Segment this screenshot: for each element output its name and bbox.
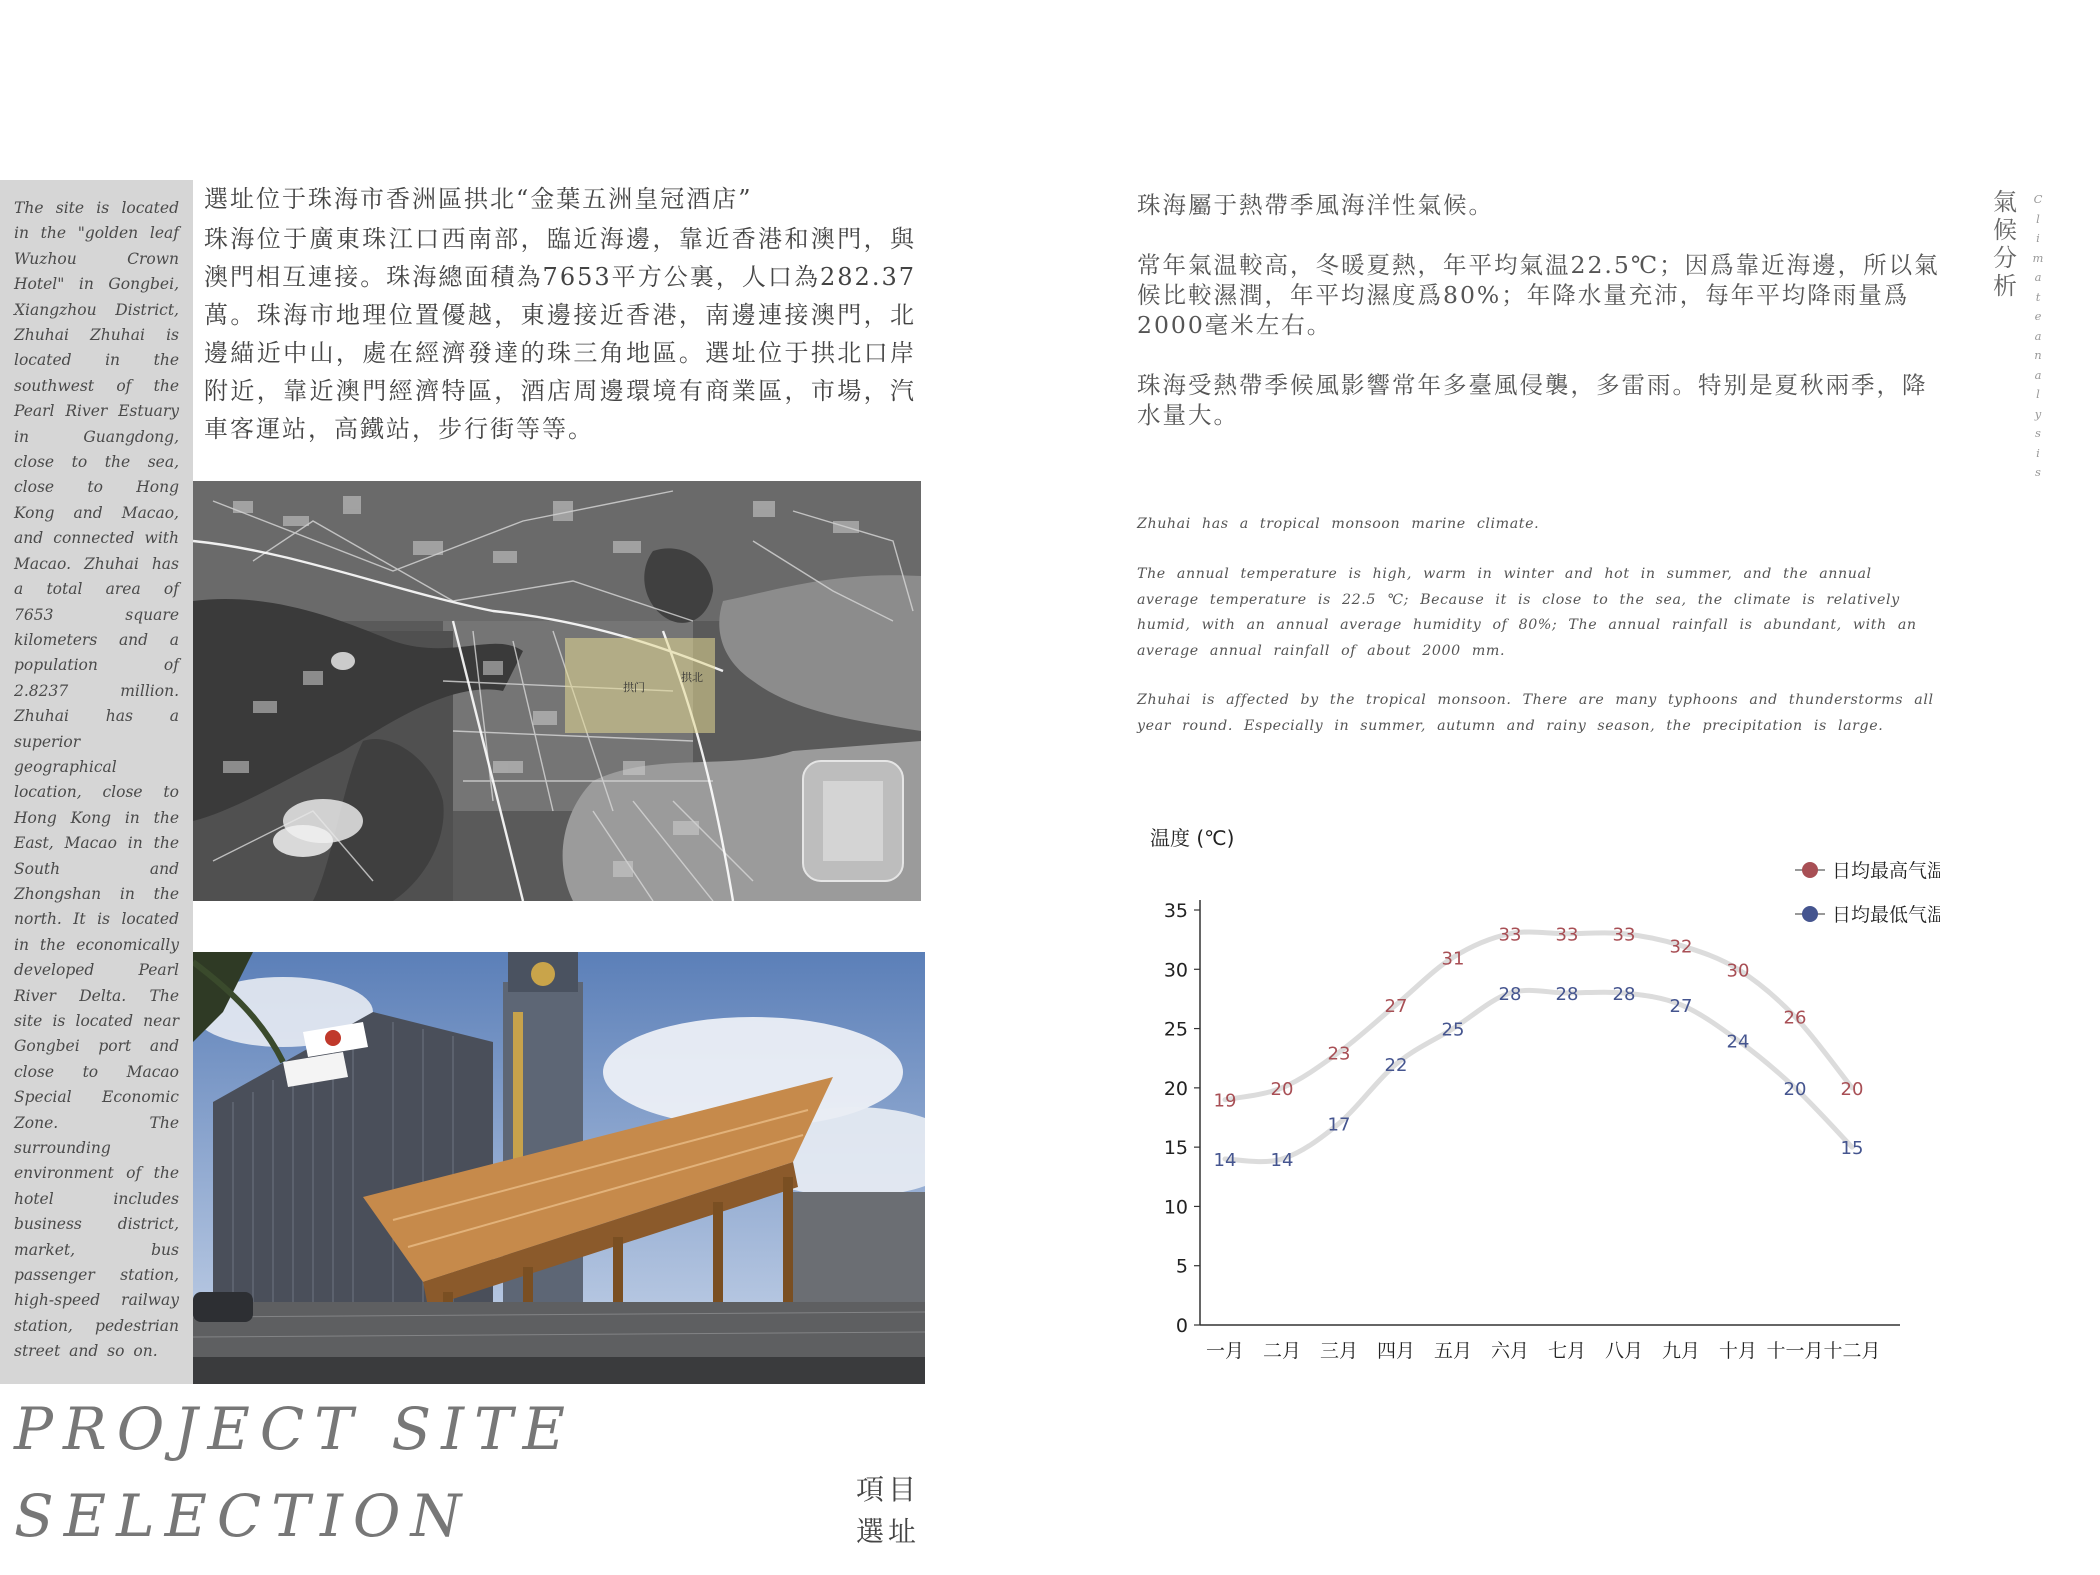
chart-y-tick-label: 30 <box>1163 959 1188 982</box>
chart-data-label: 26 <box>1783 1007 1807 1029</box>
chart-legend-label: 日均最低气温 <box>1832 904 1940 926</box>
chart-data-label: 28 <box>1555 984 1579 1005</box>
vertical-en-char: a <box>2034 328 2042 343</box>
chart-data-label: 19 <box>1213 1090 1237 1112</box>
vertical-en-char: n <box>2034 348 2042 362</box>
vertical-en-char: s <box>2035 465 2041 479</box>
hotel-photo <box>193 952 925 1384</box>
satellite-map <box>193 481 921 901</box>
satellite-map-graphic <box>193 481 921 901</box>
chart-data-label: 20 <box>1783 1078 1807 1100</box>
vertical-en-char: i <box>2036 445 2040 460</box>
climate-cn-paragraph-3: 珠海受熱帶季候風影響常年多臺風侵襲，多雷雨。特别是夏秋兩季，降水量大。 <box>1137 371 1928 429</box>
chart-series-line <box>1225 990 1852 1161</box>
climate-cn-paragraph-1: 珠海屬于熱帶季風海洋性氣候。 <box>1137 191 1494 219</box>
vertical-cn-char: 氣 <box>1993 188 2017 216</box>
chart-x-tick-label: 四月 <box>1376 1340 1416 1362</box>
chart-x-tick-label: 五月 <box>1433 1340 1473 1362</box>
temperature-chart-svg <box>1140 815 1940 1375</box>
chart-y-tick-label: 20 <box>1163 1077 1188 1100</box>
chart-x-tick-label: 十月 <box>1718 1340 1758 1362</box>
vertical-en-char: a <box>2034 367 2042 382</box>
chart-y-tick-label: 5 <box>1175 1255 1188 1278</box>
vertical-en-char: e <box>2034 309 2042 323</box>
chart-data-label: 28 <box>1498 984 1522 1005</box>
map-label-1: 拱门 <box>623 681 645 694</box>
vertical-en-char: y <box>2034 406 2042 421</box>
project-cn-label-1: 項目 <box>856 1473 921 1506</box>
chart-data-label: 25 <box>1441 1019 1465 1041</box>
chart-data-label: 33 <box>1612 924 1636 946</box>
chart-data-label: 23 <box>1327 1043 1351 1065</box>
chart-y-tick-label: 25 <box>1163 1018 1188 1041</box>
hotel-photo-graphic <box>193 952 925 1384</box>
chart-legend-marker <box>1802 906 1818 922</box>
vertical-en-char: s <box>2035 426 2041 440</box>
chart-x-tick-label: 七月 <box>1547 1340 1587 1362</box>
chart-y-tick-label: 15 <box>1163 1137 1188 1160</box>
chart-data-label: 14 <box>1270 1150 1294 1171</box>
chart-y-label: 温度 (℃) <box>1150 826 1235 850</box>
site-description: 珠海位于廣東珠江口西南部，臨近海邊，靠近香港和澳門，與澳門相互連接。珠海總面積為7653平方公裏，人口為282.37萬。珠海市地理位置優越，東邊接近香港，南邊連接澳門，北邊緢近中山，處在經濟發達的珠三角地區。選址位于拱北口岸附近，靠近澳門經濟特區，酒店周邊環境有商業區，市場，汽車客運站，高鐵站，步行街等等。 <box>204 225 916 443</box>
chart-data-label: 31 <box>1441 948 1465 970</box>
map-label-2: 拱北 <box>681 671 703 684</box>
chart-x-tick-label: 一月 <box>1205 1340 1245 1362</box>
chart-data-label: 15 <box>1840 1138 1864 1160</box>
chart-legend-marker <box>1802 862 1818 878</box>
chart-legend-label: 日均最高气温 <box>1832 860 1940 882</box>
chart-data-label: 27 <box>1384 995 1408 1017</box>
chart-x-tick-label: 六月 <box>1490 1340 1530 1362</box>
chart-y-tick-label: 0 <box>1175 1315 1188 1337</box>
climate-en-paragraph-2: The annual temperature is high, warm in winter and hot in summer, and the annual average temperature is 22.5 ℃; Because it is close to the sea, the climate is relatively humid, with an annual average humidity of 80%; The annual rainfall is abundant, with an average annual rainfall of about 2000 mm. <box>1137 566 1917 659</box>
climate-vertical-cn <box>1993 188 2023 300</box>
chart-x-tick-label: 十一月 <box>1766 1340 1824 1362</box>
chart-data-label: 27 <box>1669 995 1693 1017</box>
vertical-en-char: m <box>2032 250 2044 265</box>
chart-data-label: 20 <box>1270 1078 1294 1100</box>
chart-data-label: 28 <box>1612 984 1636 1005</box>
vertical-cn-char: 分 <box>1993 244 2017 272</box>
climate-en-paragraph-1: Zhuhai has a tropical monsoon marine climate. <box>1137 516 1540 532</box>
chart-x-tick-label: 二月 <box>1262 1340 1302 1362</box>
vertical-en-char: t <box>2035 289 2041 304</box>
chart-data-label: 20 <box>1840 1078 1864 1100</box>
climate-cn-paragraph-2: 常年氣温較高，冬暖夏熱，年平均氣温22.5℃；因爲靠近海邊，所以氣候比較濕潤，年平均濕度爲80%；年降水量充沛，每年平均降雨量爲2000毫米左右。 <box>1137 251 1940 339</box>
chart-x-tick-label: 十二月 <box>1823 1340 1881 1362</box>
chart-data-label: 24 <box>1726 1031 1750 1053</box>
chart-y-tick-label: 35 <box>1163 900 1188 922</box>
chart-x-tick-label: 三月 <box>1319 1340 1359 1362</box>
chart-data-label: 33 <box>1498 924 1522 946</box>
chart-series-line <box>1225 932 1852 1100</box>
chart-x-tick-label: 八月 <box>1604 1340 1644 1362</box>
vertical-en-char: C <box>2033 192 2043 206</box>
sidebar-description: The site is located in the "golden leaf Wuzhou Crown Hotel" in Gongbei, Xiangzhou District, Zhuhai Zhuhai is located in the southwest of the Pearl River Estuary in Guangdong, close to the sea, close to Hong Kong and Macao, and connected with Macao. Zhuhai has a total area of 7653 square kilometers and a population of 2.8237 million. Zhuhai has a superior geographical location, close to Hong Kong in the East, Macao in the South and Zhongshan in the north. It is located in the economically developed Pearl River Delta. The site is located near Gongbei port and close to Macao Special Economic Zone. The surrounding environment of the hotel includes business district, market, bus passenger station, high-speed railway station, pedestrian street and so on. <box>14 199 179 1361</box>
climate-vertical-en <box>2031 190 2045 483</box>
temperature-chart <box>1140 815 1940 1379</box>
chart-data-label: 17 <box>1327 1114 1351 1136</box>
project-title-line-1: PROJECT SITE <box>14 1395 576 1463</box>
chart-data-label: 33 <box>1555 924 1579 946</box>
site-title: 選址位于珠海市香洲區拱北“金葉五洲皇冠酒店” <box>204 185 753 213</box>
project-cn-label-2: 選址 <box>856 1515 921 1548</box>
chart-data-label: 22 <box>1384 1055 1408 1077</box>
vertical-en-char: l <box>2036 211 2040 226</box>
vertical-en-char: l <box>2036 387 2040 401</box>
vertical-cn-char: 候 <box>1993 216 2017 244</box>
chart-data-label: 30 <box>1726 960 1750 982</box>
project-title-line-2: SELECTION <box>14 1482 472 1550</box>
chart-data-label: 32 <box>1669 936 1693 958</box>
chart-y-tick-label: 10 <box>1163 1196 1188 1219</box>
chart-data-label: 14 <box>1213 1150 1237 1171</box>
vertical-cn-char: 析 <box>1993 272 2017 300</box>
chart-x-tick-label: 九月 <box>1661 1340 1701 1362</box>
climate-en-paragraph-3: Zhuhai is affected by the tropical monsoon. There are many typhoons and thunderstorms all year round. Especially in summer, autumn and rainy season, the precipitation is large. <box>1137 692 1934 734</box>
vertical-en-char: a <box>2034 270 2042 284</box>
vertical-en-char: i <box>2036 231 2040 245</box>
